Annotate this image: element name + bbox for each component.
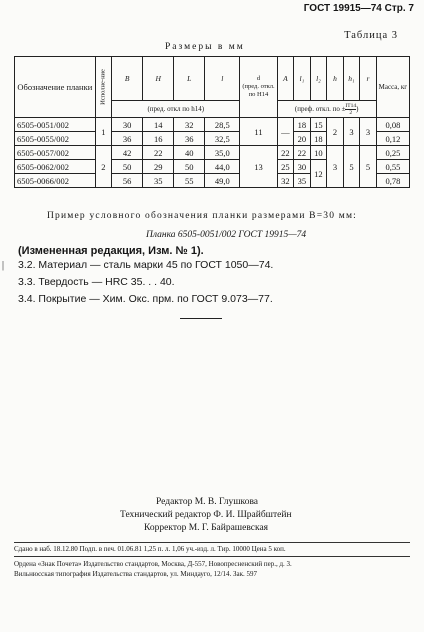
imprint-line-3: Вильнюсская типография Издательства стандартов, ул. Миндауго, 12/14. Зак. 597: [14, 570, 258, 578]
header-h: h: [327, 57, 344, 101]
header-A: A: [277, 57, 294, 101]
section-divider: [180, 318, 222, 319]
table-row: 6505-0055/002 36 16 36 32,5 20 18 0,12: [15, 132, 410, 146]
header-it14-numerator: IT14: [345, 102, 357, 109]
header-designation: Обозначение планки: [15, 57, 96, 118]
dimensions-table: [14, 56, 410, 188]
header-L: L: [174, 57, 205, 101]
d-group-2: 13: [240, 146, 277, 188]
edition-note: (Измененная редакция, Изм. № 1).: [18, 245, 204, 257]
header-l2: l₂: [310, 57, 327, 101]
editor-credit: Редактор М. В. Глушкова: [156, 497, 259, 507]
table-row: 6505-0066/002 56 35 55 49,0 32 35 0,78: [15, 174, 410, 188]
clause-3-3: 3.3. Твердость — HRC 35. . . 40.: [18, 276, 175, 288]
example-text: Пример условного обозначения планки размерами B=30 мм:: [47, 211, 358, 221]
tech-editor-credit: Технический редактор Ф. И. Шрайбштейн: [120, 510, 292, 520]
header-l1: l₁: [294, 57, 311, 101]
table-row: 6505-0051/002 1 30 14 32 28,5 11 — 18 15 2 3 3 0,08: [15, 118, 410, 132]
header-d: [240, 57, 277, 118]
imprint-line-1: Сдано в наб. 18.12.80 Подп. в печ. 01.06.81 1,25 п. л. 1,06 уч.-изд. л. Тир. 10000 Цена 5 коп.: [14, 545, 286, 553]
margin-mark: |: [2, 260, 5, 271]
header-it14-denominator: 2: [349, 109, 353, 116]
imprint-line-2: Ордена «Знак Почета» Издательство стандартов, Москва, Д-557, Новопресненский пер., д. 3.: [14, 560, 292, 568]
clause-3-2: 3.2. Материал — сталь марки 45 по ГОСТ 1050—74.: [18, 259, 274, 271]
execution-group-2: 2: [95, 146, 112, 188]
header-execution: Исполне-ние: [95, 57, 112, 118]
page-header: ГОСТ 19915—74 Стр. 7: [303, 3, 414, 14]
table-row: 6505-0062/002 50 29 50 44,0 25 30 12 0,55: [15, 160, 410, 174]
header-r: r: [360, 57, 377, 101]
example-designation: Планка 6505-0051/002 ГОСТ 19915—74: [146, 230, 307, 240]
header-B: B: [112, 57, 143, 101]
table-row: 6505-0057/002 2 42 22 40 35,0 13 22 22 10 3 5 5 0,25: [15, 146, 410, 160]
header-mass: Масса, кг: [376, 57, 409, 118]
table-caption: Размеры в мм: [165, 42, 245, 52]
d-group-1: 11: [240, 118, 277, 146]
clause-3-4: 3.4. Покрытие — Хим. Окс. прм. по ГОСТ 9.073—77.: [18, 293, 273, 305]
header-h1: h₁: [343, 57, 360, 101]
header-d-symbol: d: [256, 75, 261, 82]
imprint-rule-top: [14, 542, 410, 543]
A-group-1: —: [277, 118, 294, 146]
execution-group-1: 1: [95, 118, 112, 146]
header-tolerance-h14: (пред. откл по h14): [112, 101, 240, 118]
header-tolerance-it14: (преф. откл. по ± $\frac{IT14}{2}$ ): [277, 101, 376, 118]
header-H: H: [143, 57, 174, 101]
table-number: Таблица 3: [344, 30, 398, 41]
imprint-rule-middle: [14, 556, 410, 557]
header-l: l: [205, 57, 240, 101]
header-d-tolerance: (пред. откл. по H14: [242, 83, 275, 98]
corrector-credit: Корректор М. Г. Байрашевская: [144, 523, 269, 533]
